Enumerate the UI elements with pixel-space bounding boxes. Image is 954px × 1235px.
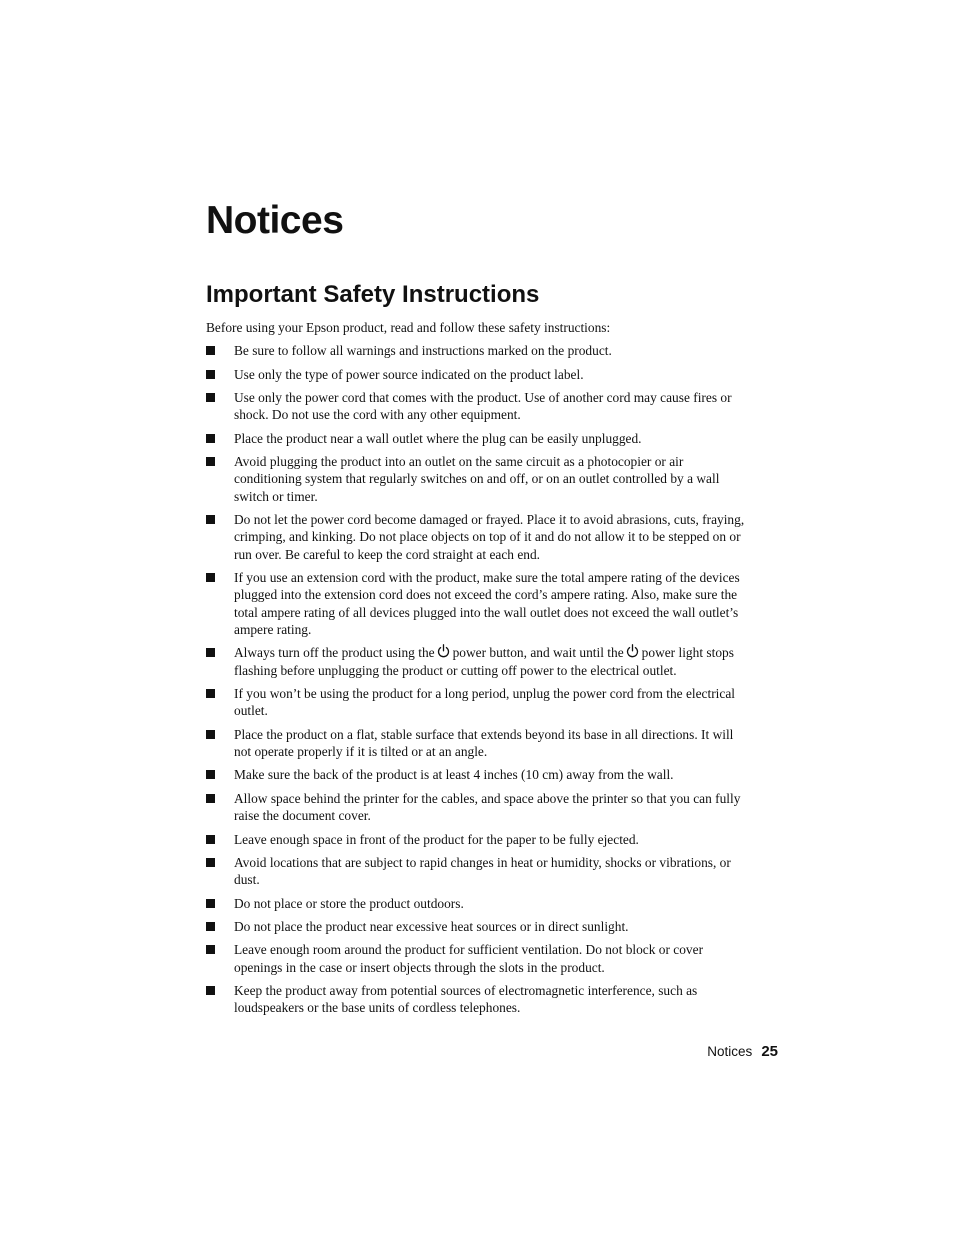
list-item-text: Avoid locations that are subject to rapid changes in heat or humidity, shocks or vibrations, or dust. xyxy=(234,854,731,888)
list-item-text: If you use an extension cord with the product, make sure the total ampere rating of the devices plugged into the extension cord does not exceed the cord’s ampere rating. Also, make sure the total ampere rating of all devices plugged into the wall outlet does not exceed the wall outlet’s ampere rating. xyxy=(234,570,740,638)
page-title: Notices xyxy=(206,199,344,242)
bullet-square-icon xyxy=(206,899,215,908)
list-item-text: Keep the product away from potential sources of electromagnetic interference, such as loudspeakers or the base units of cordless telephones. xyxy=(234,983,698,1016)
bullet-square-icon xyxy=(206,434,215,443)
list-item-text: Leave enough space in front of the product for the paper to be fully ejected. xyxy=(234,831,639,847)
bullet-square-icon xyxy=(206,346,215,355)
list-item-text: Leave enough room around the product for sufficient ventilation. Do not block or cover openings in the case or insert objects through the slots in the product. xyxy=(234,942,704,975)
section-heading: Important Safety Instructions xyxy=(206,281,540,308)
list-item xyxy=(206,854,751,889)
list-item-text: Do not place or store the product outdoors. xyxy=(234,895,464,911)
list-item xyxy=(206,430,751,447)
bullet-square-icon xyxy=(206,922,215,931)
page-footer xyxy=(640,1042,778,1062)
list-item xyxy=(206,453,751,505)
bullet-square-icon xyxy=(206,648,215,657)
list-item xyxy=(206,342,751,359)
list-item xyxy=(206,685,751,720)
list-item-text: Allow space behind the printer for the cables, and space above the printer so that you can fully raise the document cover. xyxy=(234,790,741,824)
list-item xyxy=(206,766,751,783)
bullet-square-icon xyxy=(206,945,215,954)
bullet-square-icon xyxy=(206,858,215,867)
bullet-square-icon xyxy=(206,689,215,698)
list-item xyxy=(206,831,751,848)
list-item-text: Always turn off the product using the xyxy=(234,645,435,661)
list-item-text: Use only the power cord that comes with the product. Use of another cord may cause fires or shock. Do not use the cord with any other equipment. xyxy=(234,390,732,423)
list-item xyxy=(206,895,751,912)
list-item-text: power light stops flashing before unplugging the product or cutting off power to the electrical outlet. xyxy=(234,645,734,678)
safety-instructions xyxy=(206,319,751,1023)
list-item xyxy=(206,790,751,825)
list-item-text: Make sure the back of the product is at least 4 inches (10 cm) away from the wall. xyxy=(234,767,674,783)
list-item xyxy=(206,366,751,383)
bullet-square-icon xyxy=(206,457,215,466)
bullet-square-icon xyxy=(206,986,215,995)
list-item-text: Be sure to follow all warnings and instructions marked on the product. xyxy=(234,343,612,359)
list-item xyxy=(206,941,751,976)
instruction-list xyxy=(206,342,751,1016)
list-item-power xyxy=(206,644,751,679)
list-item xyxy=(206,389,751,424)
bullet-square-icon xyxy=(206,730,215,739)
list-item-text: Do not let the power cord become damaged or frayed. Place it to avoid abrasions, cuts, fraying, crimping, and kinking. Do not place objects on top of it and do not allow it to be stepped on or run over. Be careful to keep the cord straight at each end. xyxy=(234,512,745,562)
bullet-square-icon xyxy=(206,794,215,803)
list-item xyxy=(206,918,751,935)
intro-text: Before using your Epson product, read and follow these safety instructions: xyxy=(206,320,611,335)
list-item-text: Place the product on a flat, stable surface that extends beyond its base in all directions. It will not operate properly if it is tilted or at an angle. xyxy=(234,726,734,760)
page-number: 25 xyxy=(761,1043,778,1060)
list-item xyxy=(206,511,751,563)
list-item xyxy=(206,569,751,638)
power-icon xyxy=(626,644,639,658)
list-item-text: power button, and wait until the xyxy=(452,645,624,661)
list-item-text: Do not place the product near excessive heat sources or in direct sunlight. xyxy=(234,919,629,935)
bullet-square-icon xyxy=(206,370,215,379)
footer-section-label: Notices xyxy=(707,1044,753,1059)
power-icon xyxy=(437,644,450,658)
bullet-square-icon xyxy=(206,770,215,779)
list-item-text: Place the product near a wall outlet where the plug can be easily unplugged. xyxy=(234,430,642,446)
list-item-text: Avoid plugging the product into an outlet on the same circuit as a photocopier or air conditioning system that regularly switches on and off, or on an outlet controlled by a wall switch or timer. xyxy=(234,454,720,504)
bullet-square-icon xyxy=(206,835,215,844)
bullet-square-icon xyxy=(206,515,215,524)
list-item-text: Use only the type of power source indicated on the product label. xyxy=(234,366,584,382)
list-item xyxy=(206,726,751,761)
list-item xyxy=(206,982,751,1017)
bullet-square-icon xyxy=(206,393,215,402)
list-item-text: If you won’t be using the product for a long period, unplug the power cord from the electrical outlet. xyxy=(234,686,736,719)
bullet-square-icon xyxy=(206,573,215,582)
